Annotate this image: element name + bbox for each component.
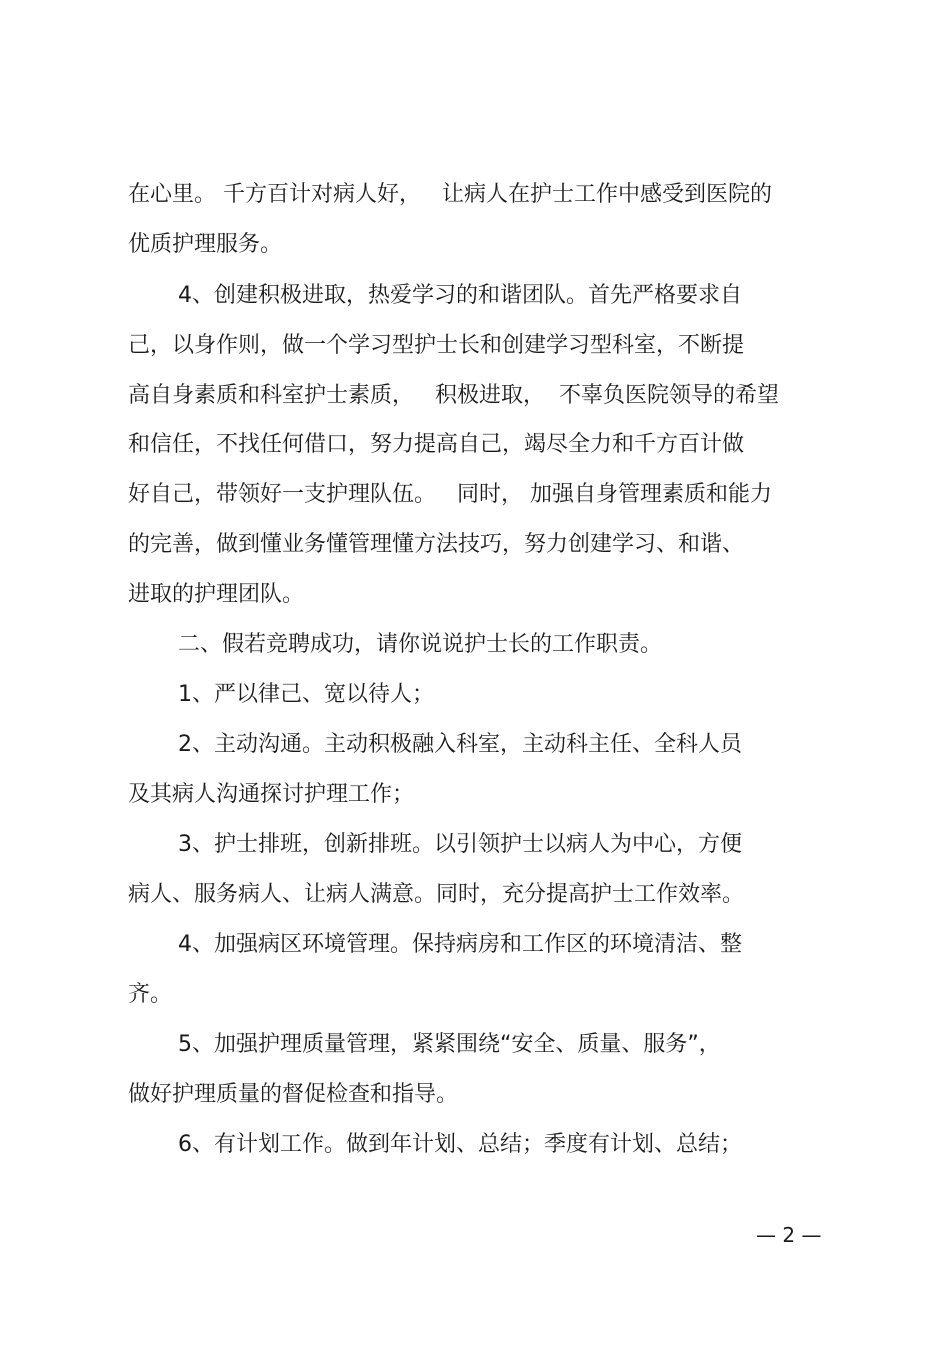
text-line: 好自己，带领好一支护理队伍。 同时， 加强自身管理素质和能力 [128,482,772,507]
text-line: 进取的护理团队。 [128,582,305,607]
text-line: 在心里。 千方百计对病人好， 让病人在护士工作中感受到医院的 [128,182,772,207]
text-line: 齐。 [128,982,173,1007]
list-item: 6、有计划工作。做到年计划、总结；季度有计划、总结； [178,1132,742,1157]
text-line: 4、创建积极进取，热爱学习的和谐团队。首先严格要求自 [178,283,742,308]
list-item: 3、护士排班，创新排班。以引领护士以病人为中心，方便 [178,832,742,857]
list-item: 2、主动沟通。主动积极融入科室，主动科主任、全科人员 [178,732,742,757]
text-line: 高自身素质和科室护士素质， 积极进取， 不辜负医院领导的希望 [128,383,779,408]
text-line: 己，以身作则，做一个学习型护士长和创建学习型科室，不断提 [128,333,745,358]
page-number: — 2 — [756,1223,822,1247]
text-line: 病人、服务病人、让病人满意。同时，充分提高护士工作效率。 [128,882,745,907]
list-item: 5、加强护理质量管理，紧紧围绕“安全、质量、服务”， [178,1032,721,1057]
text-line: 优质护理服务。 [128,232,283,257]
text-line: 和信任，不找任何借口，努力提高自己，竭尽全力和千方百计做 [128,432,745,457]
list-item: 4、加强病区环境管理。保持病房和工作区的环境清洁、整 [178,932,742,957]
text-line: 做好护理质量的督促检查和指导。 [128,1082,459,1107]
list-item: 1、严以律己、宽以待人； [178,682,434,707]
text-line: 的完善，做到懂业务懂管理懂方法技巧，努力创建学习、和谐、 [128,532,745,557]
text-line: 及其病人沟通探讨护理工作； [128,782,415,807]
section-heading: 二、假若竞聘成功，请你说说护士长的工作职责。 [178,632,663,657]
